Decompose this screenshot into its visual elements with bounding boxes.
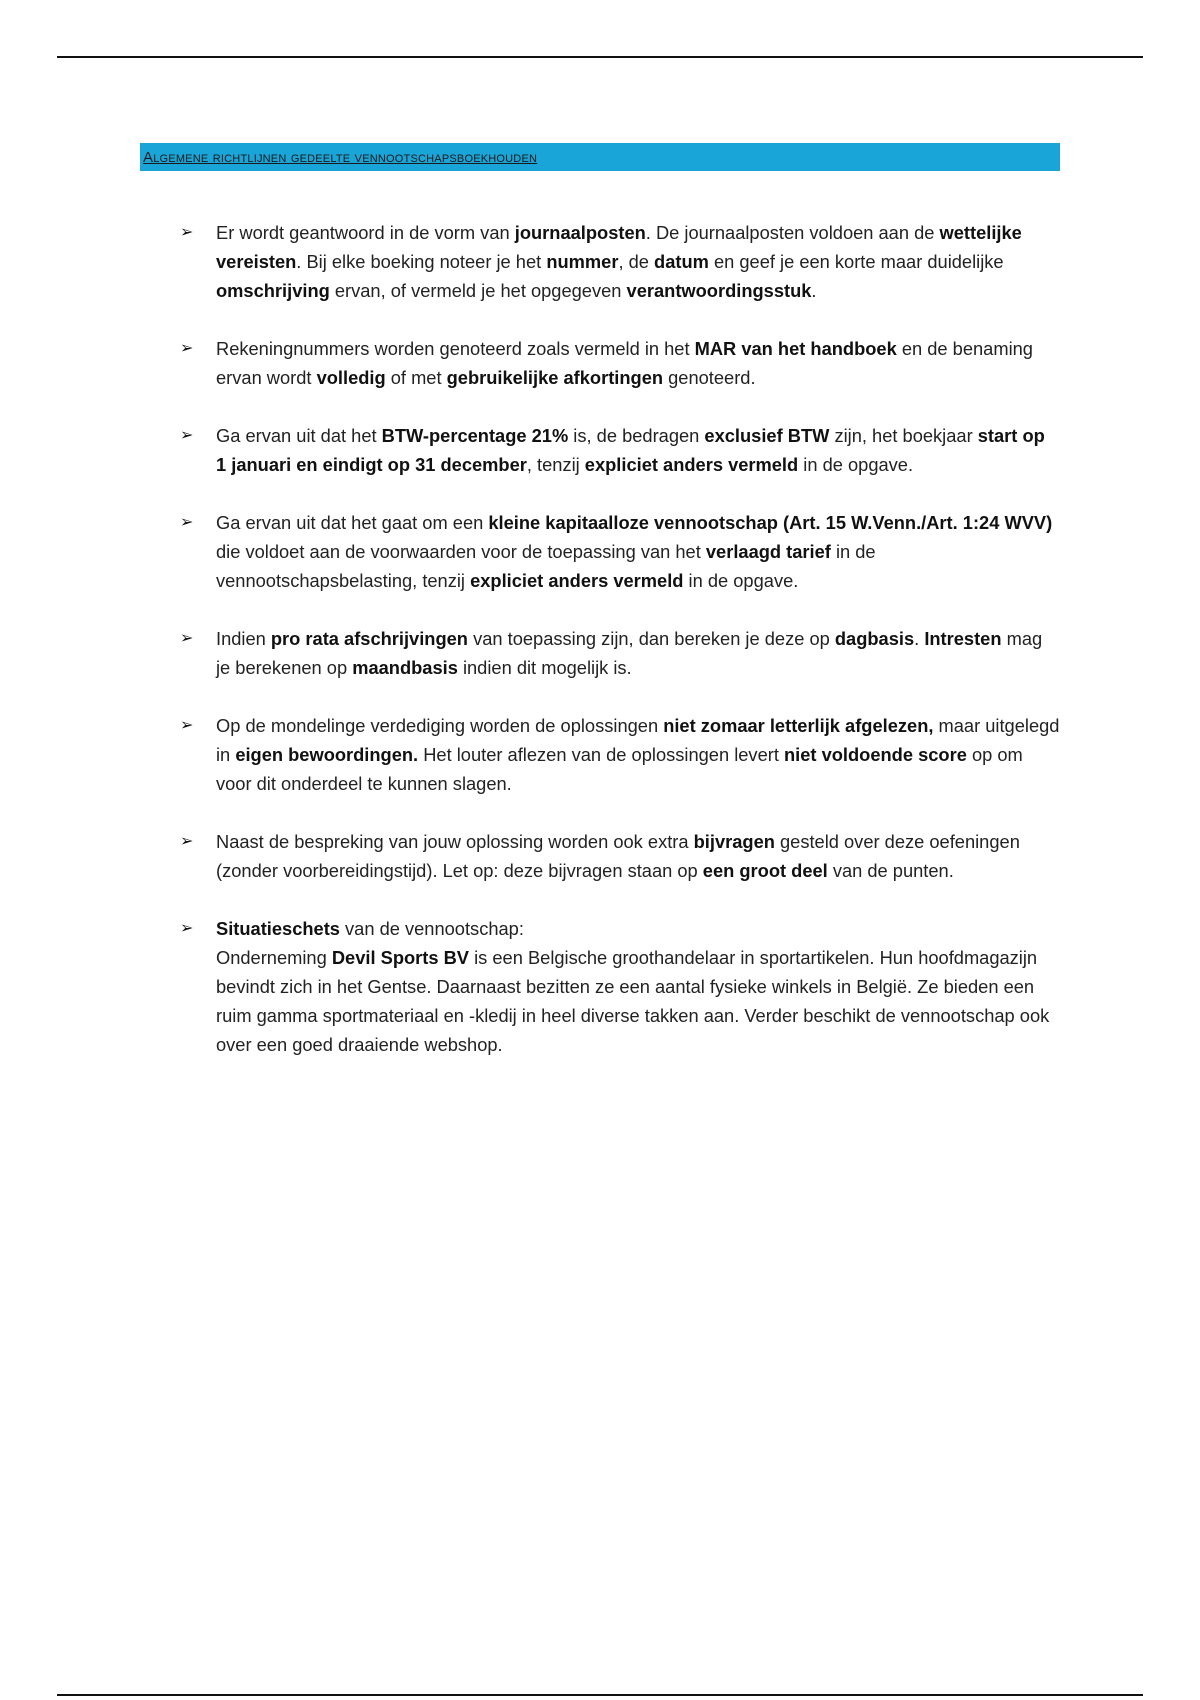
body-text: .	[914, 628, 925, 649]
guideline-item	[180, 827, 1060, 885]
body-text: en de benaming ervan wordt	[216, 338, 1033, 388]
guideline-item	[180, 914, 1060, 1059]
emphasis-text: gebruikelijke afkortingen	[446, 367, 664, 388]
emphasis-text: BTW-percentage 21%	[381, 425, 569, 446]
emphasis-text: een groot deel	[702, 860, 828, 881]
emphasis-text: volledig	[316, 367, 386, 388]
emphasis-text: kleine kapitaalloze vennootschap (Art. 15 W.Venn./Art. 1:24 WVV)	[488, 512, 1053, 533]
arrow-bullet-icon: ➢	[180, 340, 194, 357]
body-text: in de opgave.	[683, 570, 799, 591]
body-text: op om voor dit onderdeel te kunnen slagen.	[216, 744, 1023, 794]
body-text: van de vennootschap:	[339, 918, 524, 939]
arrow-bullet-icon: ➢	[180, 224, 194, 241]
footer-rule	[57, 1694, 1143, 1696]
arrow-bullet-icon: ➢	[180, 630, 194, 647]
body-text: is, de bedragen	[568, 425, 705, 446]
guideline-text	[216, 918, 1049, 1055]
guideline-item	[180, 624, 1060, 682]
emphasis-text: wettelijke vereisten	[216, 222, 1022, 272]
body-text: mag je berekenen op	[216, 628, 1043, 678]
emphasis-text: datum	[654, 251, 709, 272]
emphasis-text: maandbasis	[352, 657, 458, 678]
emphasis-text: expliciet anders vermeld	[470, 570, 684, 591]
body-text: Op de mondelinge verdediging worden de oplossingen	[216, 715, 664, 736]
body-text: in de vennootschapsbelasting, tenzij	[216, 541, 876, 591]
arrow-bullet-icon: ➢	[180, 833, 194, 850]
guideline-text	[216, 425, 1045, 475]
emphasis-text: Situatieschets	[216, 918, 340, 939]
body-text: Er wordt geantwoord in de vorm van	[216, 222, 515, 243]
body-text: gesteld over deze oefeningen (zonder voorbereidingstijd). Let op: deze bijvragen staan op	[216, 831, 1020, 881]
body-text: Het louter aflezen van de oplossingen levert	[418, 744, 784, 765]
body-text: van de punten.	[827, 860, 954, 881]
body-text: is een Belgische groothandelaar in sportartikelen. Hun hoofdmagazijn bevindt zich in het Gentse. Daarnaast bezitten ze een aantal fysieke winkels in België. Ze bieden een ruim gamma sportmateriaal en -kledij in heel diverse takken aan. Verder beschikt de vennootschap ook over een goed draaiende webshop.	[216, 947, 1050, 1055]
body-text: indien dit mogelijk is.	[457, 657, 632, 678]
body-text: Naast de bespreking van jouw oplossing worden ook extra	[216, 831, 694, 852]
arrow-bullet-icon: ➢	[180, 920, 194, 937]
emphasis-text: verantwoordingsstuk	[626, 280, 812, 301]
guideline-item	[180, 711, 1060, 798]
emphasis-text: bijvragen	[693, 831, 775, 852]
body-text: Ga ervan uit dat het	[216, 425, 382, 446]
emphasis-text: journaalposten	[514, 222, 646, 243]
emphasis-text: omschrijving	[216, 280, 330, 301]
body-text: en geef je een korte maar duidelijke	[708, 251, 1004, 272]
guideline-item	[180, 421, 1060, 479]
guideline-item	[180, 334, 1060, 392]
body-text: . Bij elke boeking noteer je het	[296, 251, 547, 272]
guideline-text	[216, 628, 1042, 678]
emphasis-text: niet zomaar letterlijk afgelezen,	[663, 715, 934, 736]
section-heading-bar	[140, 143, 1060, 171]
body-text: , tenzij	[526, 454, 585, 475]
body-text: genoteerd.	[663, 367, 756, 388]
body-text: Onderneming	[216, 947, 332, 968]
guideline-item	[180, 218, 1060, 305]
header-rule	[57, 56, 1143, 58]
guideline-list	[180, 218, 1060, 1088]
emphasis-text: Intresten	[924, 628, 1002, 649]
emphasis-text: MAR van het handboek	[694, 338, 897, 359]
body-text: Ga ervan uit dat het gaat om een	[216, 512, 489, 533]
emphasis-text: niet voldoende score	[784, 744, 967, 765]
guideline-text	[216, 222, 1022, 301]
emphasis-text: verlaagd tarief	[705, 541, 831, 562]
body-text: . De journaalposten voldoen aan de	[645, 222, 940, 243]
body-text: die voldoet aan de voorwaarden voor de toepassing van het	[216, 541, 706, 562]
guideline-text	[216, 715, 1059, 794]
guideline-text	[216, 512, 1052, 591]
body-text: van toepassing zijn, dan bereken je deze op	[467, 628, 835, 649]
body-text: zijn, het boekjaar	[829, 425, 978, 446]
arrow-bullet-icon: ➢	[180, 514, 194, 531]
emphasis-text: eigen bewoordingen.	[235, 744, 419, 765]
body-text: ervan, of vermeld je het opgegeven	[329, 280, 627, 301]
body-text: maar uitgelegd in	[216, 715, 1060, 765]
guideline-item	[180, 508, 1060, 595]
body-text: in de opgave.	[798, 454, 914, 475]
guideline-text	[216, 338, 1033, 388]
body-text: of met	[385, 367, 447, 388]
body-text: , de	[618, 251, 655, 272]
guideline-text	[216, 831, 1020, 881]
body-text: Rekeningnummers worden genoteerd zoals vermeld in het	[216, 338, 695, 359]
emphasis-text: exclusief BTW	[704, 425, 830, 446]
emphasis-text: pro rata afschrijvingen	[270, 628, 468, 649]
body-text: Indien	[216, 628, 271, 649]
body-text: .	[811, 280, 817, 301]
arrow-bullet-icon: ➢	[180, 427, 194, 444]
emphasis-text: start op 1 januari en eindigt op 31 december	[216, 425, 1045, 475]
emphasis-text: dagbasis	[834, 628, 915, 649]
emphasis-text: expliciet anders vermeld	[584, 454, 799, 475]
section-heading: Algemene richtlijnen gedeelte vennootschapsboekhouden	[143, 148, 538, 166]
emphasis-text: Devil Sports BV	[331, 947, 470, 968]
emphasis-text: nummer	[546, 251, 619, 272]
arrow-bullet-icon: ➢	[180, 717, 194, 734]
